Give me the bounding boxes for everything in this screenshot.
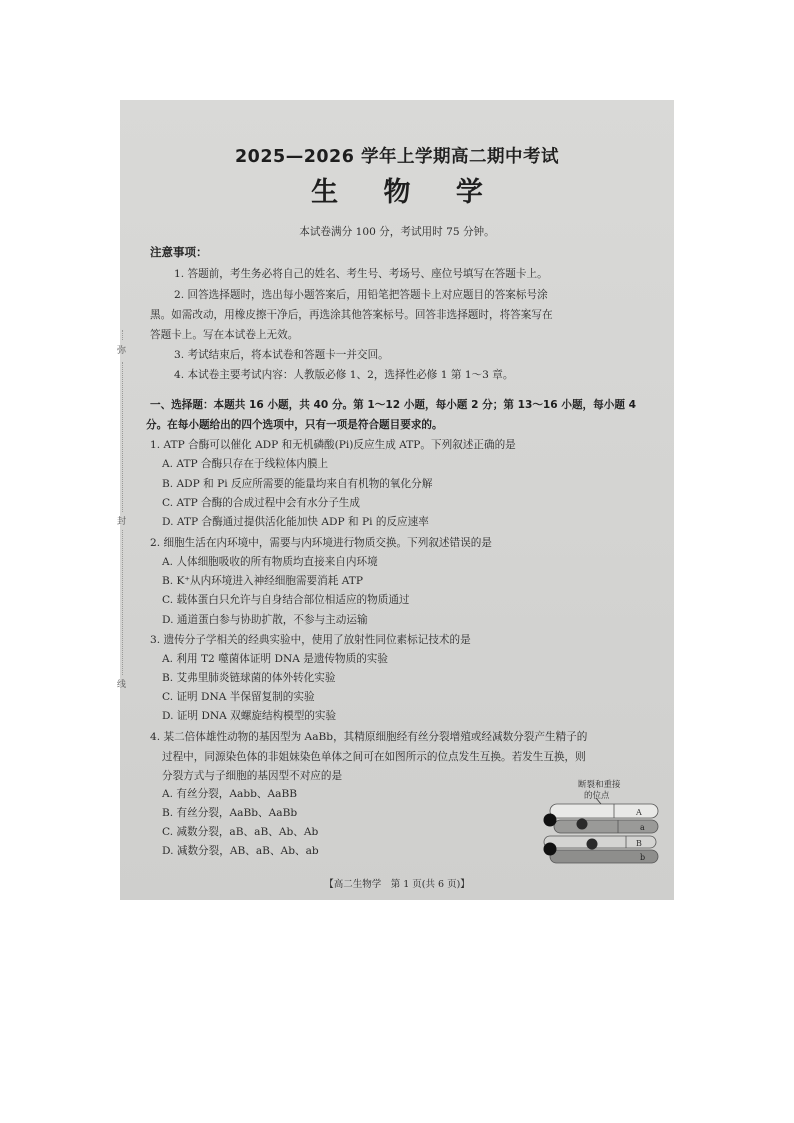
margin-dots-3: [122, 530, 125, 675]
q3-stem: 3. 遗传分子学相关的经典实验中，使用了放射性同位素标记技术的是: [150, 634, 471, 646]
margin-char-feng: 封: [117, 517, 127, 527]
margin-dots-2: [122, 362, 125, 512]
q4-stem-2: 过程中，同源染色体的非姐妹染色单体之间可在如图所示的位点发生互换。若发生互换，则: [162, 751, 586, 763]
q4-stem-1: 4. 某二倍体雄性动物的基因型为 AaBb，其精原细胞经有丝分裂增殖或经减数分裂产生精子的: [150, 731, 588, 743]
subject-title: 生 物 学: [311, 177, 501, 208]
notes-line-4: 4. 本试卷主要考试内容：人教版必修 1、2，选择性必修 1 第 1～3 章。: [174, 369, 514, 381]
exam-title: 2025—2026 学年上学期高二期中考试: [234, 147, 559, 167]
margin-char-mi: 弥: [117, 346, 127, 356]
q1-stem: 1. ATP 合酶可以催化 ADP 和无机磷酸(Pi)反应生成 ATP。下列叙述正确的是: [150, 439, 516, 451]
q3-option-a: A. 利用 T2 噬菌体证明 DNA 是遗传物质的实验: [162, 653, 388, 665]
gene-label-b-upper: B: [636, 839, 642, 848]
q4-option-a: A. 有丝分裂，Aabb、AaBB: [162, 788, 298, 800]
centromere-upper: [544, 814, 557, 827]
q4-option-c: C. 减数分裂，aB、aB、Ab、Ab: [162, 826, 319, 838]
figure-label-line1: 断裂和重接: [578, 780, 621, 790]
page-footer: 【高二生物学 第 1 页(共 6 页)】: [324, 879, 470, 890]
notes-heading: 注意事项：: [150, 245, 208, 259]
gene-label-a-upper: A: [636, 808, 642, 817]
q2-option-d: D. 通道蛋白参与协助扩散，不参与主动运输: [162, 614, 368, 626]
q2-option-c: C. 载体蛋白只允许与自身结合部位相适应的物质通过: [162, 594, 410, 606]
q2-stem: 2. 细胞生活在内环境中，需要与内环境进行物质交换。下列叙述错误的是: [150, 537, 492, 549]
q3-option-b: B. 艾弗里肺炎链球菌的体外转化实验: [162, 672, 336, 684]
figure-label-line2: 的位点: [584, 791, 610, 801]
section1-line-1: 一、选择题：本题共 16 小题，共 40 分。第 1～12 小题，每小题 2 分；第 13～16 小题，每小题 4: [150, 399, 636, 411]
centromere-lower: [544, 843, 557, 856]
q4-stem-3: 分裂方式与子细胞的基因型不对应的是: [162, 770, 343, 782]
q4-option-b: B. 有丝分裂，AaBb、AaBb: [162, 807, 298, 819]
notes-line-3: 3. 考试结束后，将本试卷和答题卡一并交回。: [174, 349, 389, 361]
chromosome-upper-light: [550, 804, 658, 818]
q2-option-a: A. 人体细胞吸收的所有物质均直接来自内环境: [162, 556, 378, 568]
q2-option-b: B. K⁺从内环境进入神经细胞需要消耗 ATP: [162, 575, 363, 587]
q3-option-d: D. 证明 DNA 双螺旋结构模型的实验: [162, 710, 337, 722]
exam-info: 本试卷满分 100 分，考试用时 75 分钟。: [299, 226, 495, 238]
gene-label-a-lower: a: [640, 823, 645, 832]
notes-line-2a: 2. 回答选择题时，选出每小题答案后，用铅笔把答题卡上对应题目的答案标号涂: [174, 289, 548, 301]
notes-line-1: 1. 答题前，考生务必将自己的姓名、考生号、考场号、座位号填写在答题卡上。: [174, 268, 548, 280]
q1-option-c: C. ATP 合酶的合成过程中会有水分子生成: [162, 497, 360, 509]
q3-option-c: C. 证明 DNA 半保留复制的实验: [162, 691, 315, 703]
gene-label-b-lower: b: [640, 853, 646, 862]
q1-option-a: A. ATP 合酶只存在于线粒体内膜上: [162, 458, 329, 470]
q1-option-d: D. ATP 合酶通过提供活化能加快 ADP 和 Pi 的反应速率: [162, 516, 429, 528]
notes-line-2c: 答题卡上。写在本试卷上无效。: [150, 329, 299, 341]
notes-line-2b: 黑。如需改动，用橡皮擦干净后，再选涂其他答案标号。回答非选择题时，将答案写在: [150, 309, 553, 321]
q1-option-b: B. ADP 和 Pi 反应所需要的能量均来自有机物的氧化分解: [162, 478, 433, 490]
crossover-site-1: [577, 819, 588, 830]
margin-char-xian: 线: [117, 680, 127, 690]
margin-dots-1: [122, 330, 125, 340]
crossover-site-2: [587, 839, 598, 850]
chromosome-figure: [536, 792, 670, 868]
section1-line-2: 分。在每小题给出的四个选项中，只有一项是符合题目要求的。: [146, 419, 443, 431]
q4-option-d: D. 减数分裂，AB、aB、Ab、ab: [162, 845, 319, 857]
